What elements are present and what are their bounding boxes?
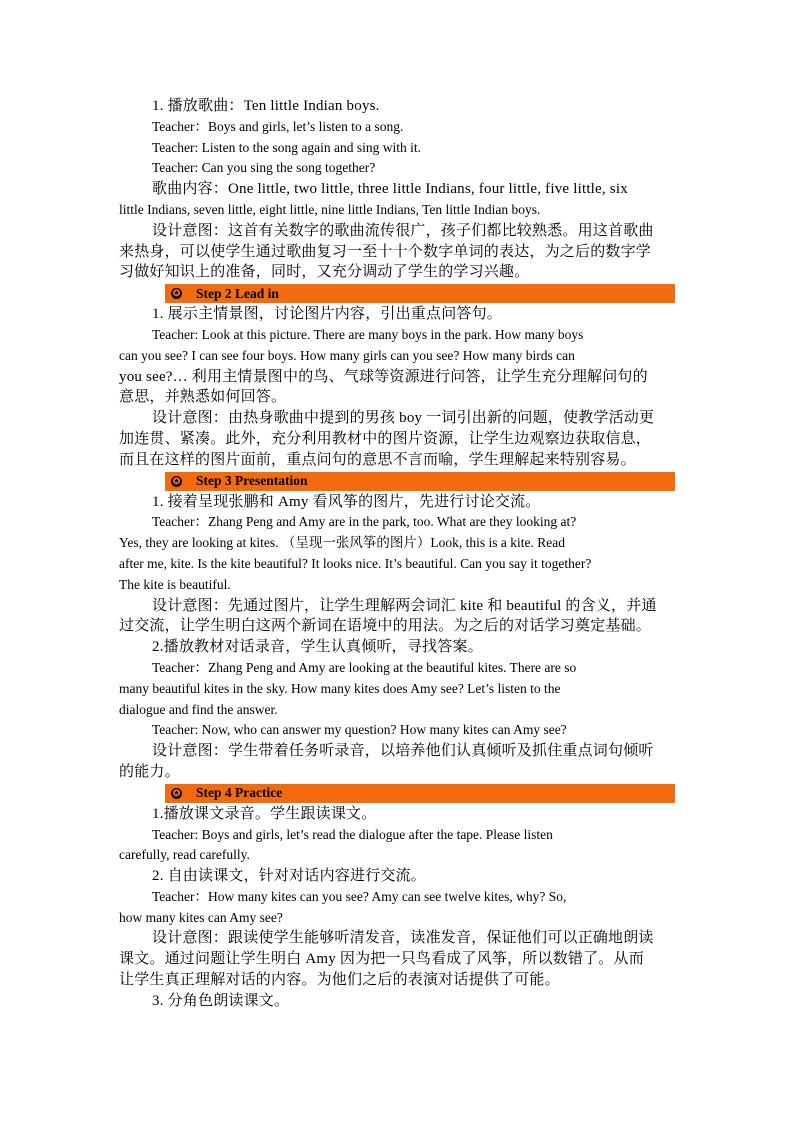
paragraph: 歌曲内容：One little, two little, three little Indians, four little, five little, six	[152, 181, 628, 198]
step-heading	[165, 784, 675, 803]
paragraph: Teacher: Look at this picture. There are many boys in the park. How many boys	[152, 326, 584, 342]
paragraph: 设计意图：这首有关数字的歌曲流传很广，孩子们都比较熟悉。用这首歌曲	[152, 222, 654, 239]
step-heading	[165, 284, 675, 303]
paragraph: The kite is beautiful.	[119, 576, 231, 592]
step-title: Step 3 Presentation	[196, 473, 308, 489]
paragraph: Teacher: Can you sing the song together?	[152, 160, 376, 176]
paragraph: Teacher：Zhang Peng and Amy are looking at the beautiful kites. There are so	[152, 659, 577, 675]
paragraph: Teacher：How many kites can you see? Amy can see twelve kites, why? So,	[152, 888, 567, 904]
paragraph: Teacher: Listen to the song again and sing with it.	[152, 139, 421, 155]
paragraph: how many kites can Amy see?	[119, 909, 283, 925]
step-title: Step 4 Practice	[196, 785, 283, 801]
lesson-plan-body	[119, 96, 676, 1012]
paragraph: little Indians, seven little, eight little, nine little Indians, Ten little Indian boys.	[119, 201, 541, 217]
paragraph: 让学生真正理解对话的内容。为他们之后的表演对话提供了可能。	[119, 972, 560, 989]
paragraph: 而且在这样的图片面前，重点问句的意思不言而喻，学生理解起来特别容易。	[119, 451, 636, 468]
circled-star-icon: ✪	[172, 288, 181, 299]
step-heading	[165, 472, 675, 491]
paragraph: dialogue and find the answer.	[119, 701, 278, 717]
paragraph: Teacher: Now, who can answer my question? How many kites can Amy see?	[152, 722, 567, 738]
paragraph: 1. 展示主情景图，讨论图片内容，引出重点问答句。	[152, 306, 503, 323]
paragraph: can you see? I can see four boys. How many girls can you see? How many birds can	[119, 347, 575, 363]
paragraph: 设计意图：学生带着任务听录音，以培养他们认真倾听及抓住重点词句倾听	[152, 743, 654, 760]
paragraph: 的能力。	[119, 763, 180, 780]
paragraph: 1. 接着呈现张鹏和 Amy 看风筝的图片，先进行讨论交流。	[152, 493, 541, 510]
paragraph: 1. 播放歌曲：Ten little Indian boys.	[152, 98, 380, 114]
paragraph: 过交流，让学生明白这两个新词在语境中的用法。为之后的对话学习奠定基础。	[119, 618, 652, 635]
paragraph: 习做好知识上的准备，同时，又充分调动了学生的学习兴趣。	[119, 264, 530, 281]
circled-star-icon: ✪	[172, 787, 181, 798]
paragraph: 2. 自由读课文，针对对话内容进行交流。	[152, 868, 427, 885]
paragraph: after me, kite. Is the kite beautiful? It looks nice. It’s beautiful. Can you say it together?	[119, 555, 592, 571]
paragraph: carefully, read carefully.	[119, 847, 250, 863]
paragraph: Teacher：Boys and girls, let’s listen to a song.	[152, 118, 404, 134]
paragraph: 1.播放课文录音。学生跟读课文。	[152, 805, 377, 822]
paragraph: Teacher: Boys and girls, let’s read the dialogue after the tape. Please listen	[152, 826, 553, 842]
paragraph: you see?… 利用主情景图中的鸟、气球等资源进行问答，让学生充分理解问句的	[119, 368, 648, 385]
paragraph: 2.播放教材对话录音，学生认真倾听，寻找答案。	[152, 639, 483, 656]
paragraph: 来热身，可以使学生通过歌曲复习一至十十个数字单词的表达，为之后的数字学	[119, 243, 652, 260]
paragraph: 加连贯、紧凑。此外，充分利用教材中的图片资源，让学生边观察边获取信息，	[119, 430, 652, 447]
paragraph: 设计意图：先通过图片，让学生理解两会词汇 kite 和 beautiful 的含义，并通	[152, 597, 657, 614]
paragraph: 意思，并熟悉如何回答。	[119, 389, 287, 406]
paragraph: Yes, they are looking at kites. （呈现一张风筝的图片）Look, this is a kite. Read	[119, 535, 565, 551]
step-title: Step 2 Lead in	[196, 285, 279, 301]
paragraph: Teacher：Zhang Peng and Amy are in the park, too. What are they looking at?	[152, 514, 577, 530]
paragraph: many beautiful kites in the sky. How many kites does Amy see? Let’s listen to the	[119, 680, 561, 696]
paragraph: 课文。通过问题让学生明白 Amy 因为把一只鸟看成了风筝，所以数错了。从而	[119, 951, 644, 968]
paragraph: 设计意图：由热身歌曲中提到的男孩 boy 一词引出新的问题，使教学活动更	[152, 410, 655, 427]
circled-star-icon: ✪	[172, 475, 181, 486]
paragraph: 设计意图：跟读使学生能够听清发音，读准发音，保证他们可以正确地朗读	[152, 930, 654, 947]
paragraph: 3. 分角色朗读课文。	[152, 992, 290, 1009]
